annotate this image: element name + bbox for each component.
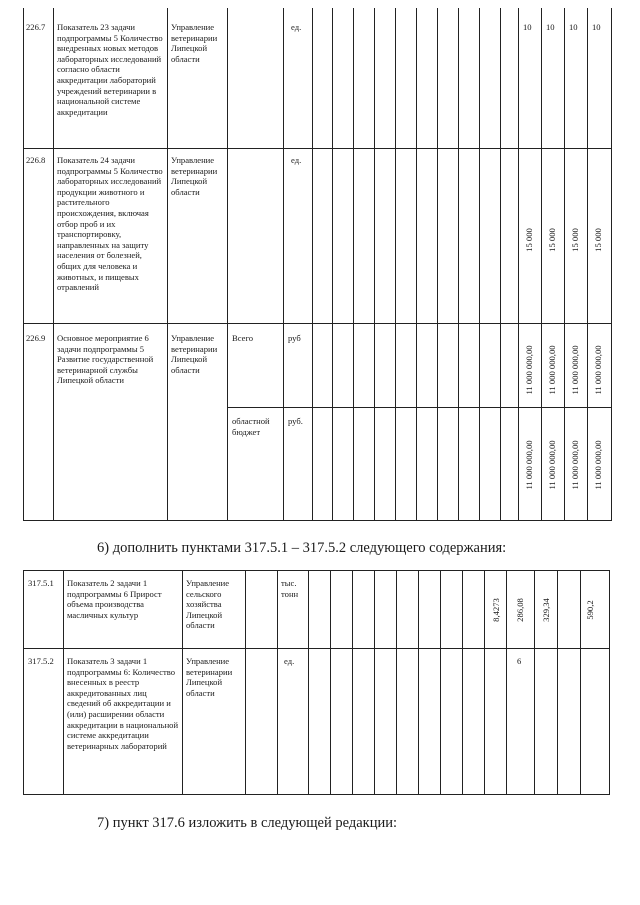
indicator-name: Основное мероприятие 6 задачи подпрограммы 5 Развитие государственной ветеринарной службы Липецкой области bbox=[57, 333, 154, 386]
col-divider bbox=[416, 8, 417, 520]
col-divider bbox=[609, 570, 610, 795]
row-divider bbox=[23, 323, 612, 324]
unit: ед. bbox=[291, 22, 302, 32]
col-divider bbox=[506, 570, 507, 795]
col-divider bbox=[374, 570, 375, 795]
value-cell: 329,34 bbox=[541, 598, 551, 622]
value-cell: 11 000 000,00 bbox=[524, 345, 534, 395]
col-divider bbox=[396, 570, 397, 795]
col-divider bbox=[500, 8, 501, 520]
funding-source: областной бюджет bbox=[232, 416, 270, 437]
col-divider bbox=[352, 570, 353, 795]
value-cell: 590,2 bbox=[585, 600, 595, 620]
table-top bbox=[23, 570, 610, 571]
value-cell: 15 000 bbox=[593, 228, 603, 252]
value-cell: 15 000 bbox=[524, 228, 534, 252]
value-cell: 11 000 000,00 bbox=[524, 440, 534, 490]
indicator-name: Показатель 23 задачи подпрограммы 5 Количество внедренных новых методов лабораторных исследований согласно области аккредитации лабораторий учреждений ветеринарии в национальной системе аккредитации bbox=[57, 22, 163, 117]
table-bottom bbox=[23, 794, 610, 795]
subrow-divider bbox=[227, 407, 612, 408]
col-divider bbox=[541, 8, 542, 520]
executor: Управление ветеринарии Липецкой области bbox=[171, 333, 218, 375]
row-number: 317.5.2 bbox=[28, 656, 54, 666]
col-divider bbox=[374, 8, 375, 520]
col-divider bbox=[167, 8, 168, 520]
col-divider bbox=[245, 570, 246, 795]
col-divider bbox=[277, 570, 278, 795]
col-divider bbox=[23, 570, 24, 795]
col-divider bbox=[418, 570, 419, 795]
row-number: 317.5.1 bbox=[28, 578, 54, 588]
col-divider bbox=[308, 570, 309, 795]
col-divider bbox=[564, 8, 565, 520]
value-cell: 15 000 bbox=[570, 228, 580, 252]
row-divider bbox=[23, 148, 612, 149]
value-cell: 11 000 000,00 bbox=[547, 345, 557, 395]
col-divider bbox=[283, 8, 284, 520]
value-cell: 11 000 000,00 bbox=[593, 345, 603, 395]
indicator-name: Показатель 3 задачи 1 подпрограммы 6: Количество внесенных в реестр аккредитованных лиц сведений об аккредитации и (или) расширении области аккредитации в национальной системе аккредитации ветеринарных лабораторий bbox=[67, 656, 179, 751]
value-cell: 10 bbox=[546, 22, 555, 32]
col-divider bbox=[53, 8, 54, 520]
col-divider bbox=[437, 8, 438, 520]
col-divider bbox=[458, 8, 459, 520]
col-divider bbox=[330, 570, 331, 795]
unit: руб bbox=[288, 333, 301, 343]
col-divider bbox=[332, 8, 333, 520]
value-cell: 11 000 000,00 bbox=[570, 345, 580, 395]
funding-source: Всего bbox=[232, 333, 254, 343]
value-cell: 10 bbox=[569, 22, 578, 32]
col-divider bbox=[462, 570, 463, 795]
value-cell: 10 bbox=[592, 22, 601, 32]
value-cell: 11 000 000,00 bbox=[593, 440, 603, 490]
row-number: 226.8 bbox=[26, 155, 46, 165]
table-bottom bbox=[23, 520, 612, 521]
value-cell: 8,4273 bbox=[491, 598, 501, 622]
value-cell: 11 000 000,00 bbox=[570, 440, 580, 490]
col-divider bbox=[580, 570, 581, 795]
col-divider bbox=[534, 570, 535, 795]
col-divider bbox=[484, 570, 485, 795]
unit: ед. bbox=[284, 656, 295, 666]
col-divider bbox=[227, 8, 228, 520]
executor: Управление ветеринарии Липецкой области bbox=[171, 22, 218, 64]
col-divider bbox=[312, 8, 313, 520]
col-divider bbox=[353, 8, 354, 520]
row-number: 226.7 bbox=[26, 22, 46, 32]
value-cell: 6 bbox=[517, 656, 522, 666]
col-divider bbox=[182, 570, 183, 795]
col-divider bbox=[557, 570, 558, 795]
unit: ед. bbox=[291, 155, 302, 165]
value-cell: 11 000 000,00 bbox=[547, 440, 557, 490]
unit: тыс. тонн bbox=[281, 578, 299, 599]
paragraph-7: 7) пункт 317.6 изложить в следующей редакции: bbox=[97, 815, 397, 831]
value-cell: 10 bbox=[523, 22, 532, 32]
row-divider bbox=[23, 648, 610, 649]
col-divider bbox=[611, 8, 612, 520]
col-divider bbox=[518, 8, 519, 520]
indicator-name: Показатель 24 задачи подпрограммы 5 Количество лабораторных исследований продукции животного и растительного происхождения, включая отбор проб и их транспортировку, направленных на защиту населения от болезней, общих для человека и животных, и пищевых отравлений bbox=[57, 155, 163, 293]
col-divider bbox=[395, 8, 396, 520]
executor: Управление ветеринарии Липецкой области bbox=[171, 155, 218, 197]
value-cell: 286,08 bbox=[515, 598, 525, 622]
value-cell: 15 000 bbox=[547, 228, 557, 252]
unit: руб. bbox=[288, 416, 303, 426]
col-divider bbox=[479, 8, 480, 520]
col-divider bbox=[440, 570, 441, 795]
col-divider bbox=[587, 8, 588, 520]
executor: Управление ветеринарии Липецкой области bbox=[186, 656, 233, 698]
paragraph-6: 6) дополнить пунктами 317.5.1 – 317.5.2 следующего содержания: bbox=[97, 540, 507, 556]
row-number: 226.9 bbox=[26, 333, 46, 343]
col-divider bbox=[23, 8, 24, 520]
col-divider bbox=[63, 570, 64, 795]
executor: Управление сельского хозяйства Липецкой области bbox=[186, 578, 230, 631]
indicator-name: Показатель 2 задачи 1 подпрограммы 6 Прирост объема производства масличных культур bbox=[67, 578, 162, 620]
